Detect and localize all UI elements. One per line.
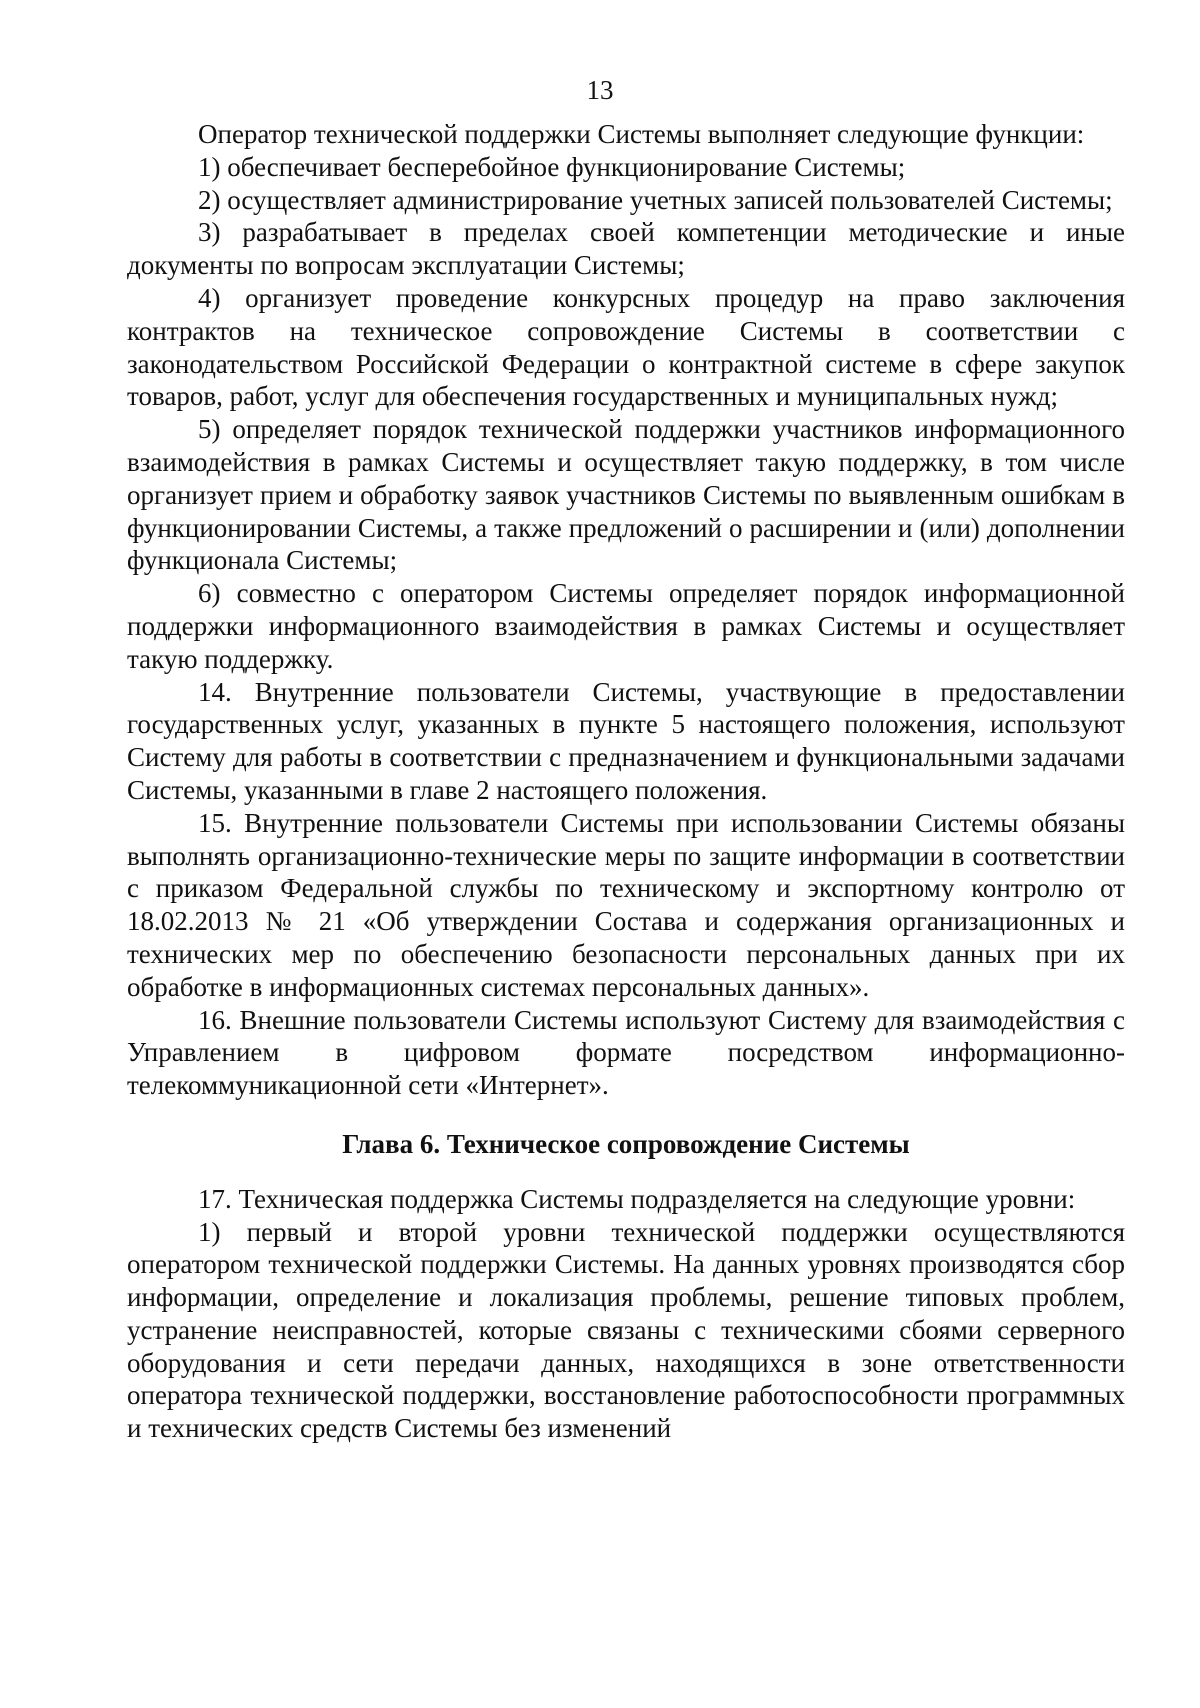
list-item-4: 4) организует проведение конкурсных процедур на право заключения контрактов на техническое сопровождение Системы в соответствии с законодательством Российской Федерации о контрактной системе в сфере закупок товаров, работ, услуг для обеспечения государственных и муниципальных нужд; [127,282,1125,412]
paragraph-17: 17. Техническая поддержка Системы подразделяется на следующие уровни: [198,1183,1076,1214]
list-item-6: 6) совместно с оператором Системы определяет порядок информационной поддержки информационного взаимодействия в рамках Системы и осуществляет такую поддержку. [127,578,1125,674]
list-item-3: 3) разрабатывает в пределах своей компетенции методические и иные документы по вопросам эксплуатации Системы; [127,217,1125,281]
page-number: 13 [586,75,614,105]
list-item-1: 1) обеспечивает бесперебойное функционирование Системы; [198,151,906,182]
chapter-heading-text: Глава 6. Техническое сопровождение Системы [342,1128,910,1159]
list-item-2: 2) осуществляет администрирование учетных записей пользователей Системы; [198,184,1113,215]
support-level-item-1: 1) первый и второй уровни технической поддержки осуществляются оператором технической поддержки Системы. На данных уровнях производятся сбор информации, определение и локализация проблемы, решение типовых проблем, устранение неисправностей, которые связаны с техническими сбоями серверного оборудования и сети передачи данных, находящихся в зоне ответственности оператора технической поддержки, восстановление работоспособности программных и технических средств Системы без изменений [127,1216,1125,1444]
document-body [127,118,1125,1445]
paragraph-operator-functions: Оператор технической поддержки Системы выполняет следующие функции: [198,119,1085,149]
chapter-heading [127,1128,1125,1161]
paragraph-14: 14. Внутренние пользователи Системы, участвующие в предоставлении государственных услуг, указанных в пункте 5 настоящего положения, используют Систему для работы в соответствии с предназначением и функциональными задачами Системы, указанными в главе 2 настоящего положения. [127,676,1125,805]
paragraph-15: 15. Внутренние пользователи Системы при использовании Системы обязаны выполнять организационно-технические меры по защите информации в соответствии с приказом Федеральной службы по техническому и экспортному контролю от 18.02.2013 № 21 «Об утверждении Состава и содержания организационных и технических мер по обеспечению безопасности персональных данных при их обработке в информационных системах персональных данных». [127,807,1125,1002]
list-item-5: 5) определяет порядок технической поддержки участников информационного взаимодействия в рамках Системы и осуществляет такую поддержку, в том числе организует прием и обработку заявок участников Системы по выявленным ошибкам в функционировании Системы, а также предложений о расширении и (или) дополнении функционала Системы; [127,414,1125,576]
paragraph-16: 16. Внешние пользователи Системы используют Систему для взаимодействия с Управлением в цифровом формате посредством информационно-телекоммуникационной сети «Интернет». [127,1004,1125,1101]
